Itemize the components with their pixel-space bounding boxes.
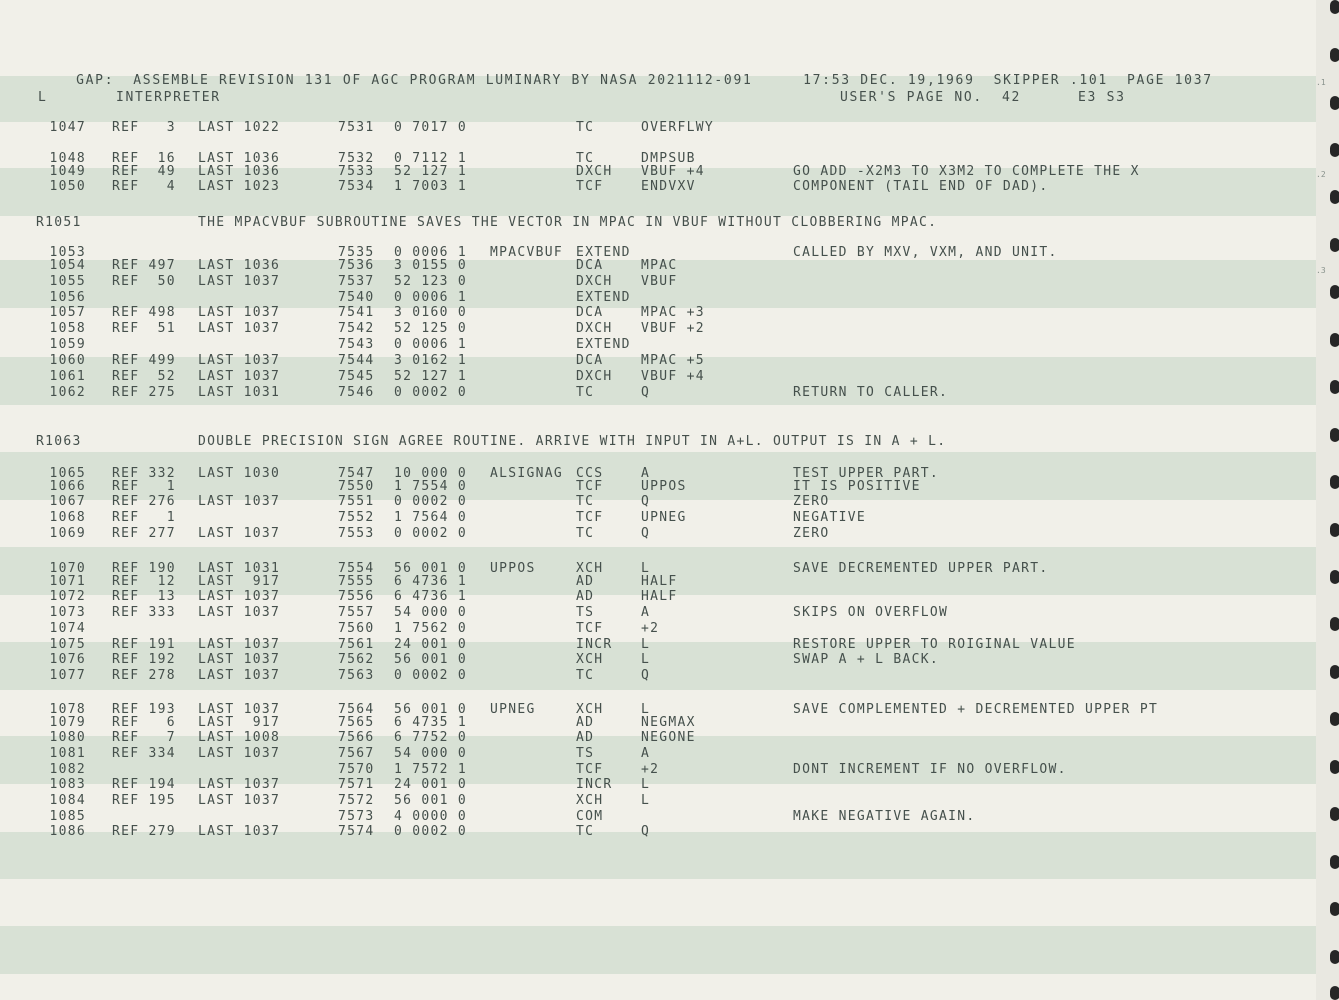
operand: L xyxy=(641,637,651,652)
line-number: 1070 xyxy=(49,561,86,576)
line-number: 1072 xyxy=(49,589,86,604)
opcode: TCF xyxy=(576,510,604,525)
opcode: TS xyxy=(576,605,595,620)
operand: L xyxy=(641,561,651,576)
operand: L xyxy=(641,702,651,717)
line-number: 1062 xyxy=(49,385,86,400)
opcode: DXCH xyxy=(576,321,613,336)
line-number: 1057 xyxy=(49,305,86,320)
line-number: 1061 xyxy=(49,369,86,384)
comment: GO ADD -X2M3 TO X3M2 TO COMPLETE THE X xyxy=(793,164,1140,179)
sprocket-hole xyxy=(1330,190,1339,204)
user-page-number: USER'S PAGE NO. 42 xyxy=(840,90,1022,105)
last-ref: LAST 1036 xyxy=(198,151,281,166)
octal-word: 56 001 0 xyxy=(394,652,468,667)
comment: ZERO xyxy=(793,526,830,541)
sprocket-hole xyxy=(1330,570,1339,584)
operand: VBUF xyxy=(641,274,678,289)
sprocket-hole xyxy=(1330,333,1339,347)
operand: HALF xyxy=(641,589,678,604)
operand: VBUF +2 xyxy=(641,321,705,336)
sprocket-hole xyxy=(1330,285,1339,299)
line-number: 1079 xyxy=(49,715,86,730)
last-ref: LAST 1008 xyxy=(198,730,281,745)
operand: OVERFLWY xyxy=(641,120,715,135)
line-number: 1067 xyxy=(49,494,86,509)
opcode: DCA xyxy=(576,305,604,320)
operand: MPAC +3 xyxy=(641,305,705,320)
opcode: TCF xyxy=(576,762,604,777)
sprocket-hole xyxy=(1330,143,1339,157)
opcode: TCF xyxy=(576,621,604,636)
opcode: INCR xyxy=(576,777,613,792)
operand: +2 xyxy=(641,762,660,777)
ref-count: REF 276 xyxy=(112,494,176,509)
line-number: 1065 xyxy=(49,466,86,481)
symbol-label: UPNEG xyxy=(490,702,536,717)
line-number: 1068 xyxy=(49,510,86,525)
opcode: DXCH xyxy=(576,274,613,289)
opcode: TCF xyxy=(576,179,604,194)
comment: RETURN TO CALLER. xyxy=(793,385,949,400)
octal-word: 6 4735 1 xyxy=(394,715,468,730)
octal-word: 1 7003 1 xyxy=(394,179,468,194)
address: 7572 xyxy=(338,793,375,808)
octal-word: 0 0006 1 xyxy=(394,290,468,305)
line-number: 1080 xyxy=(49,730,86,745)
line-number: 1049 xyxy=(49,164,86,179)
address: 7567 xyxy=(338,746,375,761)
address: 7563 xyxy=(338,668,375,683)
remark-text: DOUBLE PRECISION SIGN AGREE ROUTINE. ARRIVE WITH INPUT IN A+L. OUTPUT IS IN A + L. xyxy=(198,434,947,449)
sprocket-hole xyxy=(1330,523,1339,537)
comment: SAVE DECREMENTED UPPER PART. xyxy=(793,561,1049,576)
operand: NEGMAX xyxy=(641,715,696,730)
ref-count: REF 13 xyxy=(112,589,176,604)
last-ref: LAST 1037 xyxy=(198,274,281,289)
octal-word: 56 001 0 xyxy=(394,561,468,576)
operand: VBUF +4 xyxy=(641,369,705,384)
octal-word: 4 0000 0 xyxy=(394,809,468,824)
sprocket-hole xyxy=(1330,475,1339,489)
opcode: EXTEND xyxy=(576,337,631,352)
green-bar xyxy=(0,926,1316,974)
octal-word: 6 4736 1 xyxy=(394,589,468,604)
ref-count: REF 4 xyxy=(112,179,176,194)
sprocket-hole xyxy=(1330,665,1339,679)
line-number: 1071 xyxy=(49,574,86,589)
octal-word: 3 0160 0 xyxy=(394,305,468,320)
sprocket-hole xyxy=(1330,760,1339,774)
comment: RESTORE UPPER TO ROIGINAL VALUE xyxy=(793,637,1076,652)
operand: Q xyxy=(641,526,651,541)
ref-count: REF 277 xyxy=(112,526,176,541)
octal-word: 54 000 0 xyxy=(394,746,468,761)
address: 7566 xyxy=(338,730,375,745)
opcode: DCA xyxy=(576,353,604,368)
ref-count: REF 332 xyxy=(112,466,176,481)
opcode: XCH xyxy=(576,793,604,808)
line-number: 1086 xyxy=(49,824,86,839)
last-ref: LAST 1037 xyxy=(198,605,281,620)
ref-count: REF 333 xyxy=(112,605,176,620)
sprocket-hole xyxy=(1330,428,1339,442)
margin-mark: .2 xyxy=(1316,170,1326,179)
ref-count: REF 51 xyxy=(112,321,176,336)
ref-count: REF 3 xyxy=(112,120,176,135)
octal-word: 6 4736 1 xyxy=(394,574,468,589)
address: 7562 xyxy=(338,652,375,667)
line-number: 1053 xyxy=(49,245,86,260)
last-ref: LAST 1036 xyxy=(198,164,281,179)
line-number: 1075 xyxy=(49,637,86,652)
octal-word: 0 0006 1 xyxy=(394,245,468,260)
address: 7561 xyxy=(338,637,375,652)
last-ref: LAST 1037 xyxy=(198,793,281,808)
operand: MPAC +5 xyxy=(641,353,705,368)
octal-word: 10 000 0 xyxy=(394,466,468,481)
last-ref: LAST 917 xyxy=(198,574,281,589)
symbol-label: MPACVBUF xyxy=(490,245,564,260)
sprocket-hole xyxy=(1330,96,1339,110)
address: 7542 xyxy=(338,321,375,336)
octal-word: 52 127 1 xyxy=(394,369,468,384)
address: 7565 xyxy=(338,715,375,730)
address: 7533 xyxy=(338,164,375,179)
operand: Q xyxy=(641,385,651,400)
ref-count: REF 50 xyxy=(112,274,176,289)
address: 7556 xyxy=(338,589,375,604)
address: 7571 xyxy=(338,777,375,792)
remark-text: THE MPACVBUF SUBROUTINE SAVES THE VECTOR IN MPAC IN VBUF WITHOUT CLOBBERING MPAC. xyxy=(198,215,938,230)
line-number: 1060 xyxy=(49,353,86,368)
last-ref: LAST 1037 xyxy=(198,353,281,368)
line-number: 1073 xyxy=(49,605,86,620)
comment: NEGATIVE xyxy=(793,510,867,525)
ref-count: REF 499 xyxy=(112,353,176,368)
operand: +2 xyxy=(641,621,660,636)
octal-word: 0 0006 1 xyxy=(394,337,468,352)
header-title: GAP: ASSEMBLE REVISION 131 OF AGC PROGRAM LUMINARY BY NASA 2021112-091 xyxy=(76,73,753,88)
octal-word: 24 001 0 xyxy=(394,637,468,652)
sprocket-hole xyxy=(1330,617,1339,631)
octal-word: 6 7752 0 xyxy=(394,730,468,745)
operand: A xyxy=(641,466,651,481)
operand: L xyxy=(641,777,651,792)
octal-word: 52 123 0 xyxy=(394,274,468,289)
header-stamp: 17:53 DEC. 19,1969 SKIPPER .101 PAGE 1037 xyxy=(803,73,1213,88)
section-name: INTERPRETER xyxy=(116,90,221,105)
octal-word: 1 7554 0 xyxy=(394,479,468,494)
comment: IT IS POSITIVE xyxy=(793,479,921,494)
line-number: 1054 xyxy=(49,258,86,273)
ref-count: REF 195 xyxy=(112,793,176,808)
line-number: 1082 xyxy=(49,762,86,777)
address: 7537 xyxy=(338,274,375,289)
address: 7560 xyxy=(338,621,375,636)
line-number: 1047 xyxy=(49,120,86,135)
comment: CALLED BY MXV, VXM, AND UNIT. xyxy=(793,245,1058,260)
ref-count: REF 52 xyxy=(112,369,176,384)
ref-count: REF 193 xyxy=(112,702,176,717)
address: 7544 xyxy=(338,353,375,368)
address: 7574 xyxy=(338,824,375,839)
comment: MAKE NEGATIVE AGAIN. xyxy=(793,809,976,824)
opcode: TC xyxy=(576,526,595,541)
opcode: COM xyxy=(576,809,604,824)
ref-count: REF 190 xyxy=(112,561,176,576)
line-number: 1085 xyxy=(49,809,86,824)
operand: NEGONE xyxy=(641,730,696,745)
ref-count: REF 6 xyxy=(112,715,176,730)
opcode: INCR xyxy=(576,637,613,652)
comment: TEST UPPER PART. xyxy=(793,466,940,481)
last-ref: LAST 917 xyxy=(198,715,281,730)
last-ref: LAST 1037 xyxy=(198,777,281,792)
opcode: AD xyxy=(576,730,595,745)
last-ref: LAST 1030 xyxy=(198,466,281,481)
line-number: 1076 xyxy=(49,652,86,667)
address: 7564 xyxy=(338,702,375,717)
last-ref: LAST 1023 xyxy=(198,179,281,194)
sprocket-hole xyxy=(1330,807,1339,821)
ref-count: REF 16 xyxy=(112,151,176,166)
sprocket-hole xyxy=(1330,712,1339,726)
last-ref: LAST 1037 xyxy=(198,369,281,384)
subheader-letter: L xyxy=(38,90,48,105)
octal-word: 0 0002 0 xyxy=(394,668,468,683)
octal-word: 1 7562 0 xyxy=(394,621,468,636)
opcode: XCH xyxy=(576,652,604,667)
octal-word: 1 7564 0 xyxy=(394,510,468,525)
line-number: 1083 xyxy=(49,777,86,792)
last-ref: LAST 1022 xyxy=(198,120,281,135)
line-number: 1081 xyxy=(49,746,86,761)
address: 7531 xyxy=(338,120,375,135)
line-number: 1055 xyxy=(49,274,86,289)
ref-count: REF 1 xyxy=(112,479,176,494)
address: 7570 xyxy=(338,762,375,777)
comment: DONT INCREMENT IF NO OVERFLOW. xyxy=(793,762,1067,777)
line-number: 1069 xyxy=(49,526,86,541)
green-bar xyxy=(0,832,1316,879)
remark-number: R1063 xyxy=(36,434,82,449)
sprocket-hole xyxy=(1330,48,1339,62)
line-number: 1058 xyxy=(49,321,86,336)
margin-mark: .3 xyxy=(1316,266,1326,275)
last-ref: LAST 1037 xyxy=(198,637,281,652)
ref-count: REF 194 xyxy=(112,777,176,792)
address: 7555 xyxy=(338,574,375,589)
address: 7535 xyxy=(338,245,375,260)
ref-count: REF 279 xyxy=(112,824,176,839)
line-number: 1074 xyxy=(49,621,86,636)
octal-word: 0 0002 0 xyxy=(394,526,468,541)
address: 7541 xyxy=(338,305,375,320)
operand: MPAC xyxy=(641,258,678,273)
last-ref: LAST 1037 xyxy=(198,652,281,667)
opcode: AD xyxy=(576,574,595,589)
opcode: TCF xyxy=(576,479,604,494)
line-number: 1077 xyxy=(49,668,86,683)
address: 7557 xyxy=(338,605,375,620)
line-number: 1048 xyxy=(49,151,86,166)
operand: DMPSUB xyxy=(641,151,696,166)
comment: COMPONENT (TAIL END OF DAD). xyxy=(793,179,1049,194)
octal-word: 24 001 0 xyxy=(394,777,468,792)
opcode: TC xyxy=(576,668,595,683)
last-ref: LAST 1037 xyxy=(198,589,281,604)
sprocket-hole xyxy=(1330,902,1339,916)
octal-word: 3 0162 1 xyxy=(394,353,468,368)
sprocket-hole xyxy=(1330,238,1339,252)
opcode: TC xyxy=(576,151,595,166)
octal-word: 0 0002 0 xyxy=(394,824,468,839)
opcode: TC xyxy=(576,120,595,135)
operand: ENDVXV xyxy=(641,179,696,194)
address: 7547 xyxy=(338,466,375,481)
opcode: TS xyxy=(576,746,595,761)
ref-count: REF 1 xyxy=(112,510,176,525)
last-ref: LAST 1037 xyxy=(198,305,281,320)
operand: UPNEG xyxy=(641,510,687,525)
ref-count: REF 498 xyxy=(112,305,176,320)
address: 7553 xyxy=(338,526,375,541)
operand: Q xyxy=(641,494,651,509)
operand: A xyxy=(641,605,651,620)
address: 7532 xyxy=(338,151,375,166)
operand: Q xyxy=(641,824,651,839)
octal-word: 0 0002 0 xyxy=(394,385,468,400)
opcode: DXCH xyxy=(576,369,613,384)
address: 7554 xyxy=(338,561,375,576)
ref-count: REF 275 xyxy=(112,385,176,400)
octal-word: 1 7572 1 xyxy=(394,762,468,777)
operand: VBUF +4 xyxy=(641,164,705,179)
sprocket-hole xyxy=(1330,950,1339,964)
opcode: DXCH xyxy=(576,164,613,179)
opcode: TC xyxy=(576,824,595,839)
address: 7551 xyxy=(338,494,375,509)
line-number: 1084 xyxy=(49,793,86,808)
opcode: EXTEND xyxy=(576,290,631,305)
octal-word: 56 001 0 xyxy=(394,702,468,717)
ref-count: REF 7 xyxy=(112,730,176,745)
octal-word: 3 0155 0 xyxy=(394,258,468,273)
last-ref: LAST 1037 xyxy=(198,746,281,761)
comment: SAVE COMPLEMENTED + DECREMENTED UPPER PT xyxy=(793,702,1159,717)
opcode: CCS xyxy=(576,466,604,481)
sprocket-hole xyxy=(1330,986,1339,1000)
address: 7534 xyxy=(338,179,375,194)
ref-count: REF 192 xyxy=(112,652,176,667)
opcode: AD xyxy=(576,715,595,730)
last-ref: LAST 1037 xyxy=(198,321,281,336)
operand: A xyxy=(641,746,651,761)
comment: SKIPS ON OVERFLOW xyxy=(793,605,949,620)
line-number: 1056 xyxy=(49,290,86,305)
octal-word: 54 000 0 xyxy=(394,605,468,620)
symbol-label: ALSIGNAG xyxy=(490,466,564,481)
remark-number: R1051 xyxy=(36,215,82,230)
last-ref: LAST 1037 xyxy=(198,824,281,839)
octal-word: 0 7112 1 xyxy=(394,151,468,166)
address: 7573 xyxy=(338,809,375,824)
address: 7550 xyxy=(338,479,375,494)
last-ref: LAST 1031 xyxy=(198,561,281,576)
last-ref: LAST 1037 xyxy=(198,668,281,683)
operand: Q xyxy=(641,668,651,683)
opcode: TC xyxy=(576,494,595,509)
sprocket-hole xyxy=(1330,0,1339,14)
margin-mark: .1 xyxy=(1316,78,1326,87)
last-ref: LAST 1037 xyxy=(198,526,281,541)
operand: HALF xyxy=(641,574,678,589)
opcode: XCH xyxy=(576,702,604,717)
line-number: 1050 xyxy=(49,179,86,194)
symbol-label: UPPOS xyxy=(490,561,536,576)
octal-word: 52 125 0 xyxy=(394,321,468,336)
opcode: AD xyxy=(576,589,595,604)
octal-word: 0 7017 0 xyxy=(394,120,468,135)
address: 7546 xyxy=(338,385,375,400)
address: 7552 xyxy=(338,510,375,525)
opcode: DCA xyxy=(576,258,604,273)
last-ref: LAST 1031 xyxy=(198,385,281,400)
sprocket-hole xyxy=(1330,855,1339,869)
last-ref: LAST 1037 xyxy=(198,494,281,509)
octal-word: 0 0002 0 xyxy=(394,494,468,509)
last-ref: LAST 1037 xyxy=(198,702,281,717)
line-number: 1066 xyxy=(49,479,86,494)
address: 7543 xyxy=(338,337,375,352)
octal-word: 52 127 1 xyxy=(394,164,468,179)
line-number: 1078 xyxy=(49,702,86,717)
ref-count: REF 278 xyxy=(112,668,176,683)
ref-count: REF 334 xyxy=(112,746,176,761)
octal-word: 56 001 0 xyxy=(394,793,468,808)
comment: SWAP A + L BACK. xyxy=(793,652,940,667)
operand: UPPOS xyxy=(641,479,687,494)
subheader-code: E3 S3 xyxy=(1078,90,1126,105)
ref-count: REF 49 xyxy=(112,164,176,179)
address: 7536 xyxy=(338,258,375,273)
last-ref: LAST 1036 xyxy=(198,258,281,273)
ref-count: REF 191 xyxy=(112,637,176,652)
opcode: XCH xyxy=(576,561,604,576)
comment: ZERO xyxy=(793,494,830,509)
address: 7545 xyxy=(338,369,375,384)
line-number: 1059 xyxy=(49,337,86,352)
opcode: EXTEND xyxy=(576,245,631,260)
ref-count: REF 497 xyxy=(112,258,176,273)
opcode: TC xyxy=(576,385,595,400)
operand: L xyxy=(641,793,651,808)
operand: L xyxy=(641,652,651,667)
address: 7540 xyxy=(338,290,375,305)
sprocket-hole xyxy=(1330,380,1339,394)
ref-count: REF 12 xyxy=(112,574,176,589)
